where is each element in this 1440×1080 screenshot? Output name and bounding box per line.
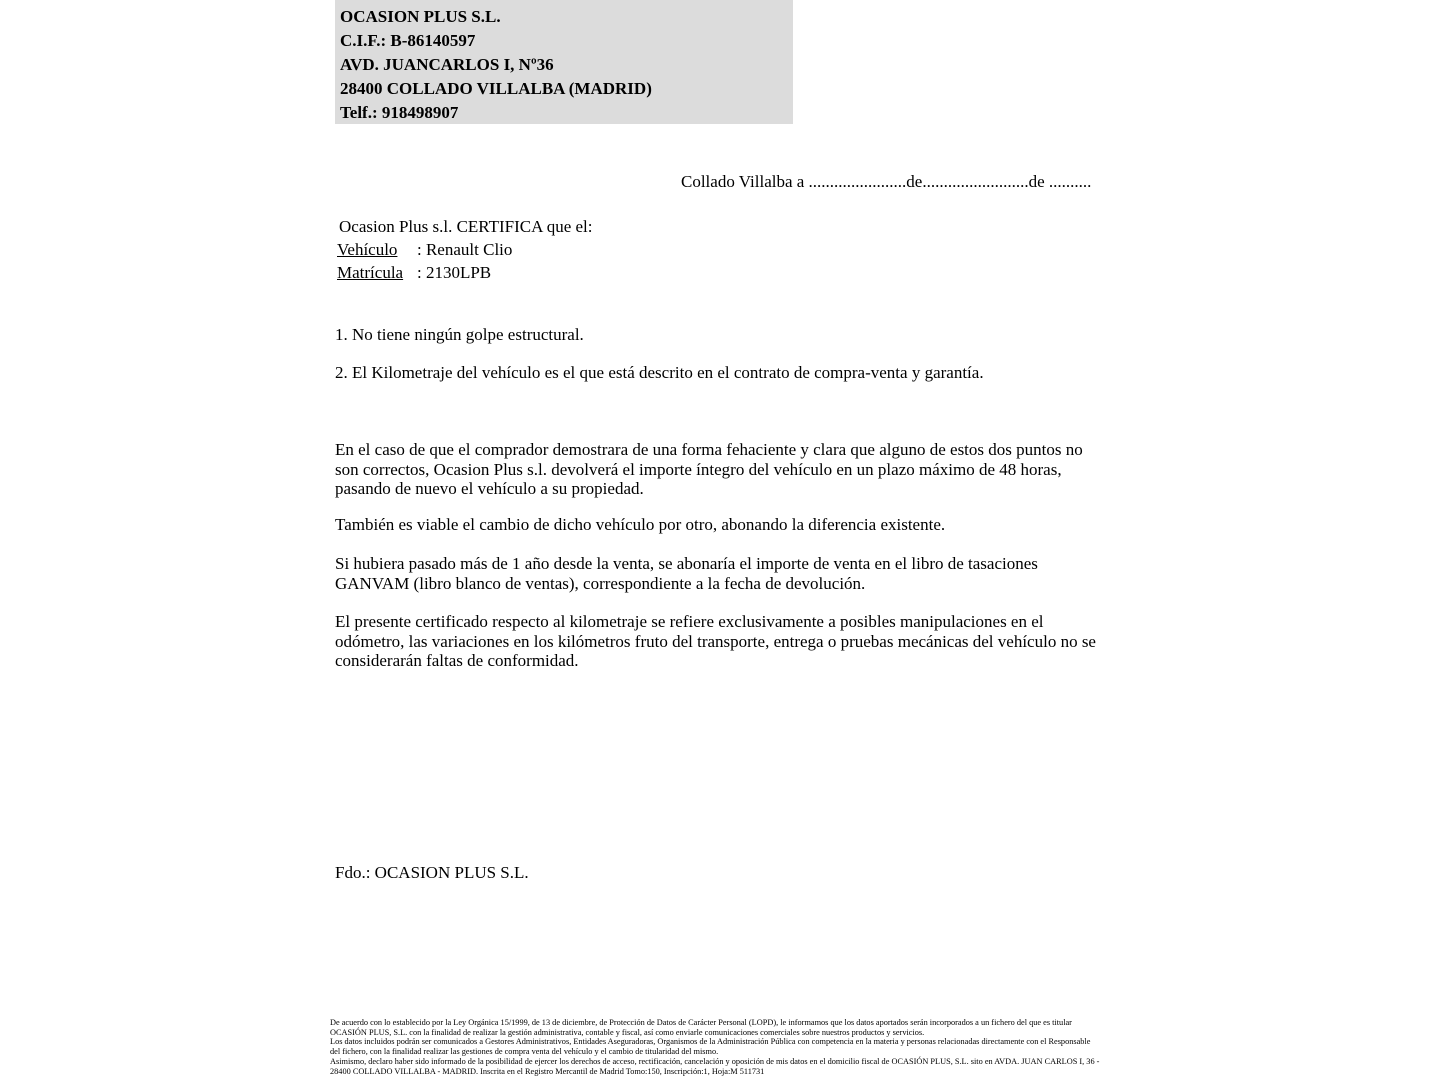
certify-intro: Ocasion Plus s.l. CERTIFICA que el: [339, 217, 593, 236]
company-name: OCASION PLUS S.L. [340, 7, 501, 26]
footer-paragraph-data-sharing: Los datos incluidos podrán ser comunicados a Gestores Administrativos, Entidades Aseguradoras, Organismos de la Administración Pública con competencia en la materia y personas relacionadas directamente con el Responsable del fichero, con la finalidad realizar las gestiones de compra venta del vehículo y el cambio de titularidad del mismo. [330, 1037, 1091, 1057]
footer-paragraph-lopd: De acuerdo con lo establecido por la Ley Orgánica 15/1999, de 13 de diciembre, de Protección de Datos de Carácter Personal (LOPD), le informamos que los datos aportados serán incorporados a un fichero del que es titular OCASIÓN PLUS, S.L. con la finalidad de realizar la gestión administrativa, contable y fiscal, así como enviarle comunicaciones comerciales sobre nuestros productos y servicios. [330, 1018, 1072, 1037]
body-paragraph-ganvam: Si hubiera pasado más de 1 año desde la venta, se abonaría el importe de venta en el libro de tasaciones GANVAM (libro blanco de ventas), correspondiente a la fecha de devolución. [335, 554, 1038, 593]
body-paragraph-refund: En el caso de que el comprador demostrara de una forma fehaciente y clara que alguno de estos dos puntos no son correctos, Ocasion Plus s.l. devolverá el importe íntegro del vehículo en un plazo máximo de 48 horas, pasando de nuevo el vehículo a su propiedad. [335, 440, 1083, 498]
plate-label: Matrícula [337, 263, 404, 282]
vehicle-label: Vehículo [337, 240, 398, 259]
certificate-point-2: 2. El Kilometraje del vehículo es el que está descrito en el contrato de compra-venta y garantía. [335, 363, 984, 382]
legal-footer [330, 1018, 1102, 1076]
signature-line: Fdo.: OCASION PLUS S.L. [335, 863, 529, 882]
company-phone: Telf.: 918498907 [340, 103, 459, 122]
body-paragraph-odometer: El presente certificado respecto al kilometraje se refiere exclusivamente a posibles manipulaciones en el odómetro, las variaciones en los kilómetros fruto del transporte, entrega o pruebas mecánicas del vehículo no se considerarán faltas de conformidad. [335, 612, 1096, 670]
vehicle-value: : Renault Clio [417, 240, 513, 259]
vehicle-label-wrap [337, 240, 417, 260]
footer-paragraph-rights: Asimismo, declaro haber sido informado de la posibilidad de ejercer los derechos de acceso, rectificación, cancelación y oposición de mis datos en el domicilio fiscal de OCASIÓN PLUS, S.L. sito en AVDA. JUAN CARLOS I, 36 - 28400 COLLADO VILLALBA - MADRID. Inscrita en el Registro Mercantil de Madrid Tomo:150, Inscripción:1, Hoja:M 511731 [330, 1056, 1100, 1076]
company-cif: C.I.F.: B-86140597 [340, 31, 476, 50]
company-city: 28400 COLLADO VILLALBA (MADRID) [340, 79, 652, 98]
certificate-point-1: 1. No tiene ningún golpe estructural. [335, 325, 584, 344]
company-header-box [335, 0, 793, 124]
plate-value: : 2130LPB [417, 263, 492, 282]
body-paragraph-exchange: También es viable el cambio de dicho vehículo por otro, abonando la diferencia existente. [335, 515, 946, 534]
plate-row [337, 263, 491, 283]
vehicle-row [337, 240, 512, 260]
date-line: Collado Villalba a .......................de.........................de .......... [681, 172, 1092, 191]
company-address: AVD. JUANCARLOS I, Nº36 [340, 55, 554, 74]
plate-label-wrap [337, 263, 417, 283]
